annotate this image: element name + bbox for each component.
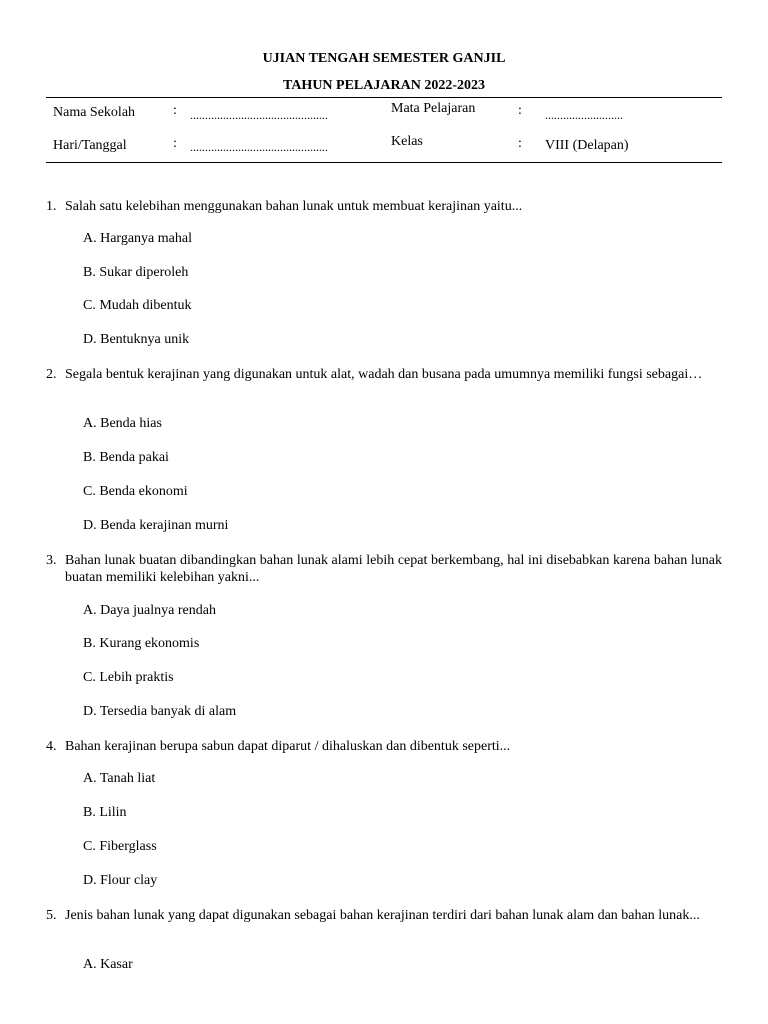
exam-title: UJIAN TENGAH SEMESTER GANJIL: [262, 51, 506, 66]
question-4: [46, 738, 722, 755]
option-1c[interactable]: C. Mudah dibentuk: [83, 298, 192, 313]
question-number: 5.: [46, 908, 57, 923]
option-2b[interactable]: B. Benda pakai: [83, 450, 169, 465]
hari-tanggal-colon: :: [173, 136, 177, 151]
hari-tanggal-blank[interactable]: ..............................................: [190, 140, 328, 154]
kelas-colon: :: [518, 136, 522, 151]
question-5: [46, 907, 722, 924]
question-2: [46, 366, 722, 383]
question-1: [46, 198, 722, 215]
option-1a[interactable]: A. Harganya mahal: [83, 231, 192, 246]
option-5a[interactable]: A. Kasar: [83, 957, 133, 972]
question-text: Salah satu kelebihan menggunakan bahan lunak untuk membuat kerajinan yaitu...: [65, 199, 523, 214]
header-bottom-rule: [46, 162, 722, 163]
option-4c[interactable]: C. Fiberglass: [83, 839, 157, 854]
header-top-rule: [46, 97, 722, 98]
option-4a[interactable]: A. Tanah liat: [83, 771, 156, 786]
mata-pelajaran-blank[interactable]: ..........................: [545, 108, 623, 122]
option-3b[interactable]: B. Kurang ekonomis: [83, 636, 200, 651]
question-text: Bahan kerajinan berupa sabun dapat diparut / dihaluskan dan dibentuk seperti...: [65, 739, 511, 754]
question-number: 1.: [46, 199, 57, 214]
question-text: Jenis bahan lunak yang dapat digunakan sebagai bahan kerajinan terdiri dari bahan lunak alam dan bahan lunak...: [65, 908, 700, 923]
question-text: Segala bentuk kerajinan yang digunakan untuk alat, wadah dan busana pada umumnya memiliki fungsi sebagai…: [65, 367, 703, 382]
hari-tanggal-label: Hari/Tanggal: [53, 138, 127, 153]
option-3a[interactable]: A. Daya jualnya rendah: [83, 603, 216, 618]
kelas-label: Kelas: [391, 134, 423, 149]
question-number: 3.: [46, 553, 57, 568]
option-2a[interactable]: A. Benda hias: [83, 416, 162, 431]
nama-sekolah-colon: :: [173, 103, 177, 118]
question-number: 4.: [46, 739, 57, 754]
option-3c[interactable]: C. Lebih praktis: [83, 670, 174, 685]
option-4b[interactable]: B. Lilin: [83, 805, 127, 820]
nama-sekolah-label: Nama Sekolah: [53, 105, 136, 120]
option-1b[interactable]: B. Sukar diperoleh: [83, 265, 189, 280]
option-3d[interactable]: D. Tersedia banyak di alam: [83, 704, 237, 719]
mata-pelajaran-label: Mata Pelajaran: [391, 101, 476, 116]
nama-sekolah-blank[interactable]: ..............................................: [190, 108, 328, 122]
mata-pelajaran-colon: :: [518, 103, 522, 118]
option-2d[interactable]: D. Benda kerajinan murni: [83, 518, 229, 533]
question-text: Bahan lunak buatan dibandingkan bahan lunak alami lebih cepat berkembang, hal ini disebabkan karena bahan lunak buatan memiliki kelebihan yakni...: [65, 553, 722, 585]
question-number: 2.: [46, 367, 57, 382]
option-1d[interactable]: D. Bentuknya unik: [83, 332, 190, 347]
question-3: [46, 552, 722, 586]
exam-year: TAHUN PELAJARAN 2022-2023: [283, 78, 485, 93]
option-4d[interactable]: D. Flour clay: [83, 873, 158, 888]
kelas-value: VIII (Delapan): [545, 138, 629, 153]
option-2c[interactable]: C. Benda ekonomi: [83, 484, 188, 499]
